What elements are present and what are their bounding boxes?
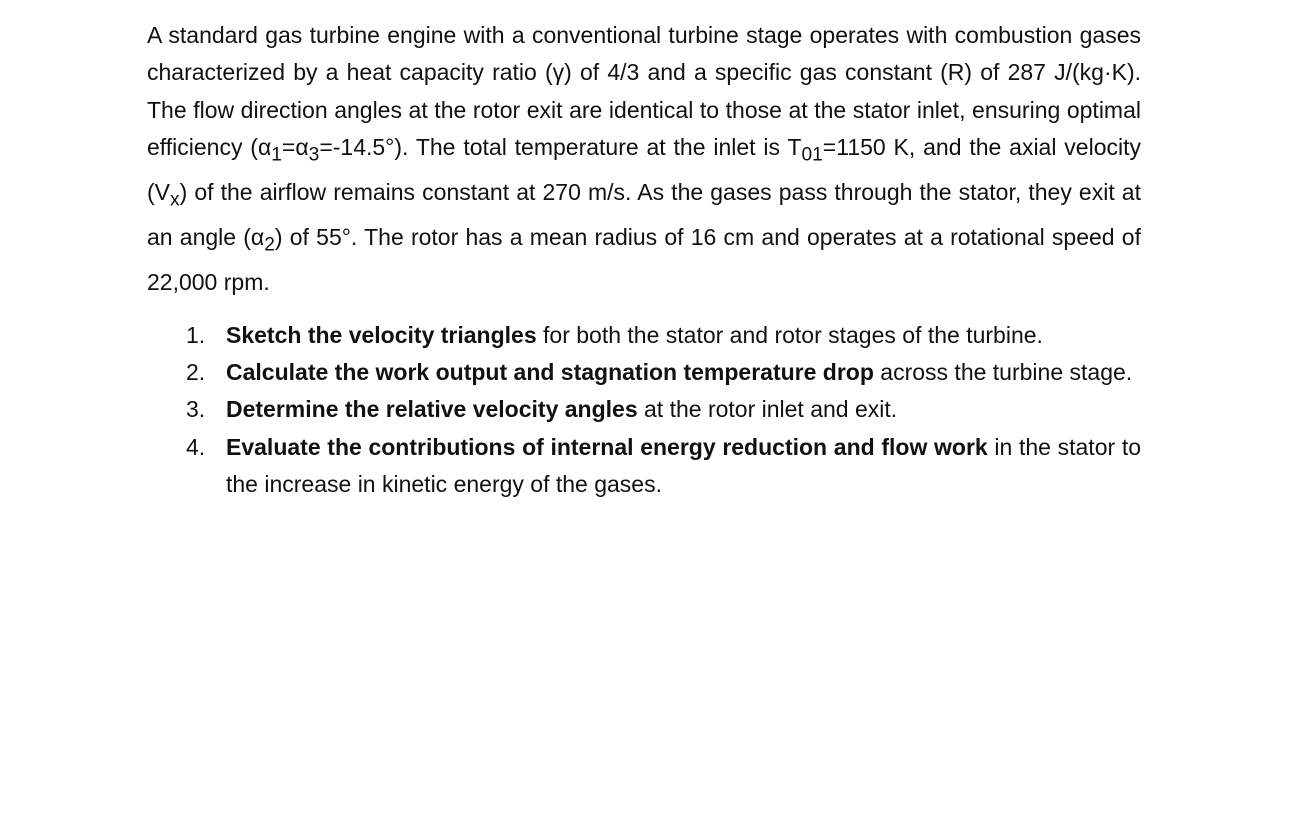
alpha1-subscript: 1 (271, 144, 282, 166)
t01-subscript: 01 (801, 144, 823, 166)
task-text: at the rotor inlet and exit. (637, 396, 898, 423)
task-bold-text: Sketch the velocity triangles (226, 321, 537, 348)
document-page (147, 17, 1141, 504)
problem-statement (147, 17, 1141, 302)
task-number: 1. (186, 321, 206, 348)
task-number: 2. (186, 359, 206, 386)
intro-text-5: ) of the airflow remains constant at 270 m/s. As the gases pass through the stator, they exit at an angle (α (147, 179, 1141, 251)
task-number: 4. (186, 433, 206, 460)
task-bold-text: Determine the relative velocity angles (226, 396, 638, 423)
task-number: 3. (186, 396, 206, 423)
task-text: in the stator to the increase in kinetic energy of the gases. (226, 433, 1142, 498)
intro-text-6: ) of 55°. The rotor has a mean radius of 16 cm and operates at a rotational speed of 22,000 rpm. (147, 224, 1141, 296)
alpha3-subscript: 3 (308, 144, 320, 166)
task-list (147, 317, 1141, 504)
alpha2-subscript: 2 (264, 234, 275, 256)
list-item (147, 429, 1141, 504)
intro-text-4: =1150 K, and the axial velocity (V (147, 134, 1141, 206)
list-item (147, 354, 1141, 391)
intro-text-1: A standard gas turbine engine with a conventional turbine stage operates with combustion gases characterized by a heat capacity ratio (γ) of 4/3 and a specific gas constant (R) of 287 J/(kg·K). The flow direction angles at the rotor exit are identical to those at the stator inlet, ensuring optimal efficiency (α (147, 22, 1141, 161)
task-bold-text: Evaluate the contributions of internal energy reduction and flow work (226, 433, 988, 460)
task-bold-text: Calculate the work output and stagnation temperature drop (226, 359, 874, 386)
intro-text-3: =-14.5°). The total temperature at the inlet is T (319, 134, 802, 161)
task-text: across the turbine stage. (873, 359, 1133, 386)
list-item (147, 391, 1141, 428)
intro-text-2: =α (281, 134, 309, 161)
task-text: for both the stator and rotor stages of the turbine. (536, 321, 1043, 348)
list-item (147, 317, 1141, 354)
vx-subscript: x (170, 189, 180, 211)
